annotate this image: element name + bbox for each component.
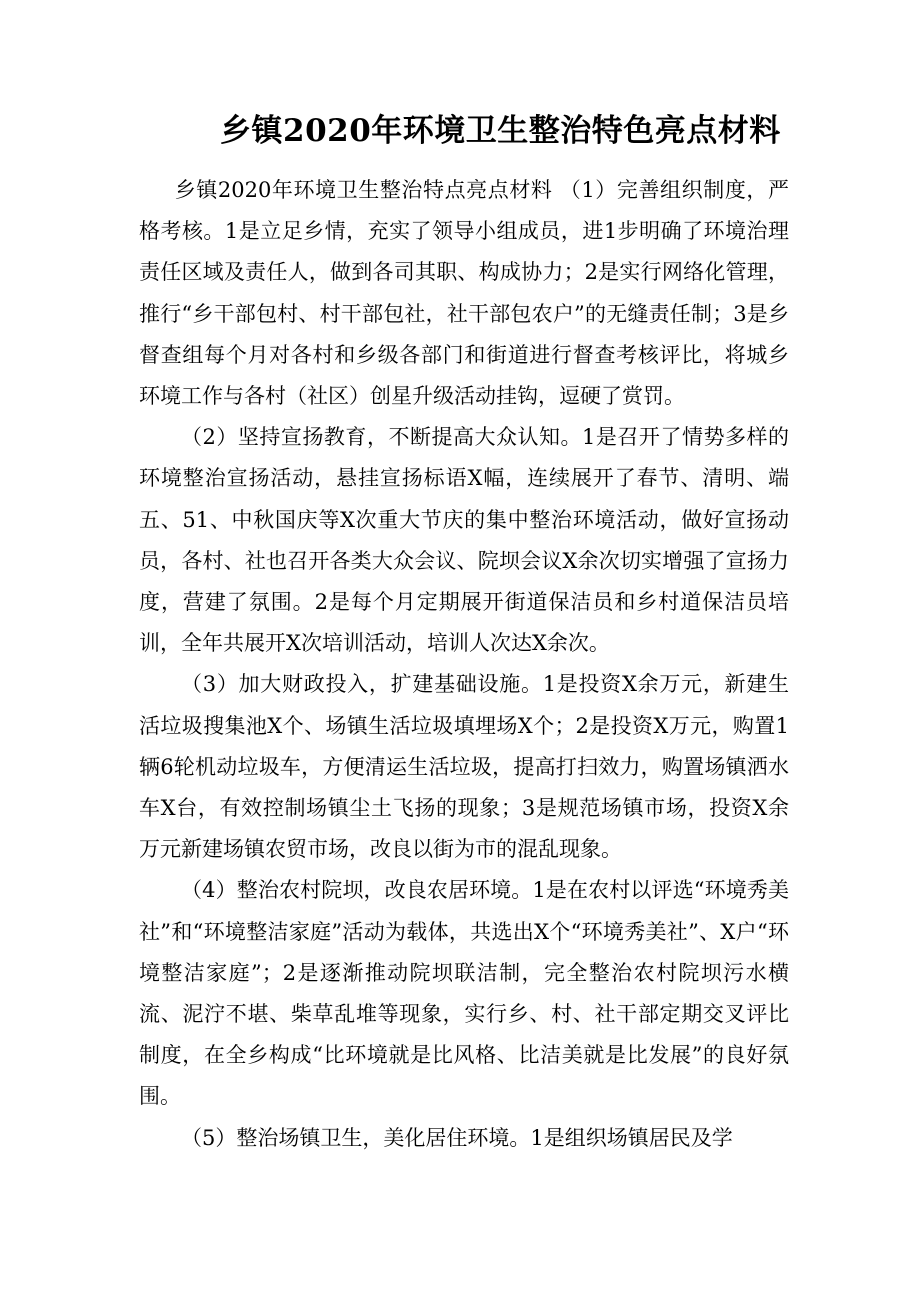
paragraph-3: （3）加大财政投入，扩建基础设施。1是投资X余万元，新建生活垃圾搜集池X个、场镇生活垃圾填埋场X个；2是投资X万元，购置1辆6轮机动垃圾车，方便清运生活垃圾，提高打扫效力，购置场镇洒水车X台，有效控制场镇尘土飞扬的现象；3是规范场镇市场，投资X余万元新建场镇农贸市场，改良以街为市的混乱现象。 <box>139 672 789 862</box>
document-title: 乡镇2020年环境卫生整治特色亮点材料 <box>220 113 781 149</box>
paragraph-2: （2）坚持宣扬教育，不断提高大众认知。1是召开了情势多样的环境整治宣扬活动，悬挂宣扬标语X幅，连续展开了春节、清明、端五、51、中秋国庆等X次重大节庆的集中整治环境活动，做好宣扬动员，各村、社也召开各类大众会议、院坝会议X余次切实增强了宣扬力度，营建了氛围。2是每个月定期展开街道保洁员和乡村道保洁员培训，全年共展开X次培训活动，培训人次达X余次。 <box>139 425 789 656</box>
paragraph-4: （4）整治农村院坝，改良农居环境。1是在农村以评选“环境秀美社”和“环境整洁家庭”活动为载体，共选出X个“环境秀美社”、X户“环境整洁家庭”；2是逐渐推动院坝联洁制，完全整治农村院坝污水横流、泥泞不堪、柴草乱堆等现象，实行乡、村、社干部定期交叉评比制度，在全乡构成“比环境就是比风格、比洁美就是比发展”的良好氛围。 <box>139 878 789 1109</box>
paragraph-5: （5）整治场镇卫生，美化居住环境。1是组织场镇居民及学 <box>181 1125 733 1150</box>
document-body <box>139 170 789 1159</box>
paragraph-1: 乡镇2020年环境卫生整治特点亮点材料 （1）完善组织制度，严格考核。1是立足乡情，充实了领导小组成员，进1步明确了环境治理责任区域及责任人，做到各司其职、构成协力；2是实行网络化管理，推行“乡干部包村、村干部包社，社干部包农户”的无缝责任制；3是乡督查组每个月对各村和乡级各部门和街道进行督查考核评比，将城乡环境工作与各村（社区）创星升级活动挂钩，逗硬了赏罚。 <box>139 178 789 409</box>
